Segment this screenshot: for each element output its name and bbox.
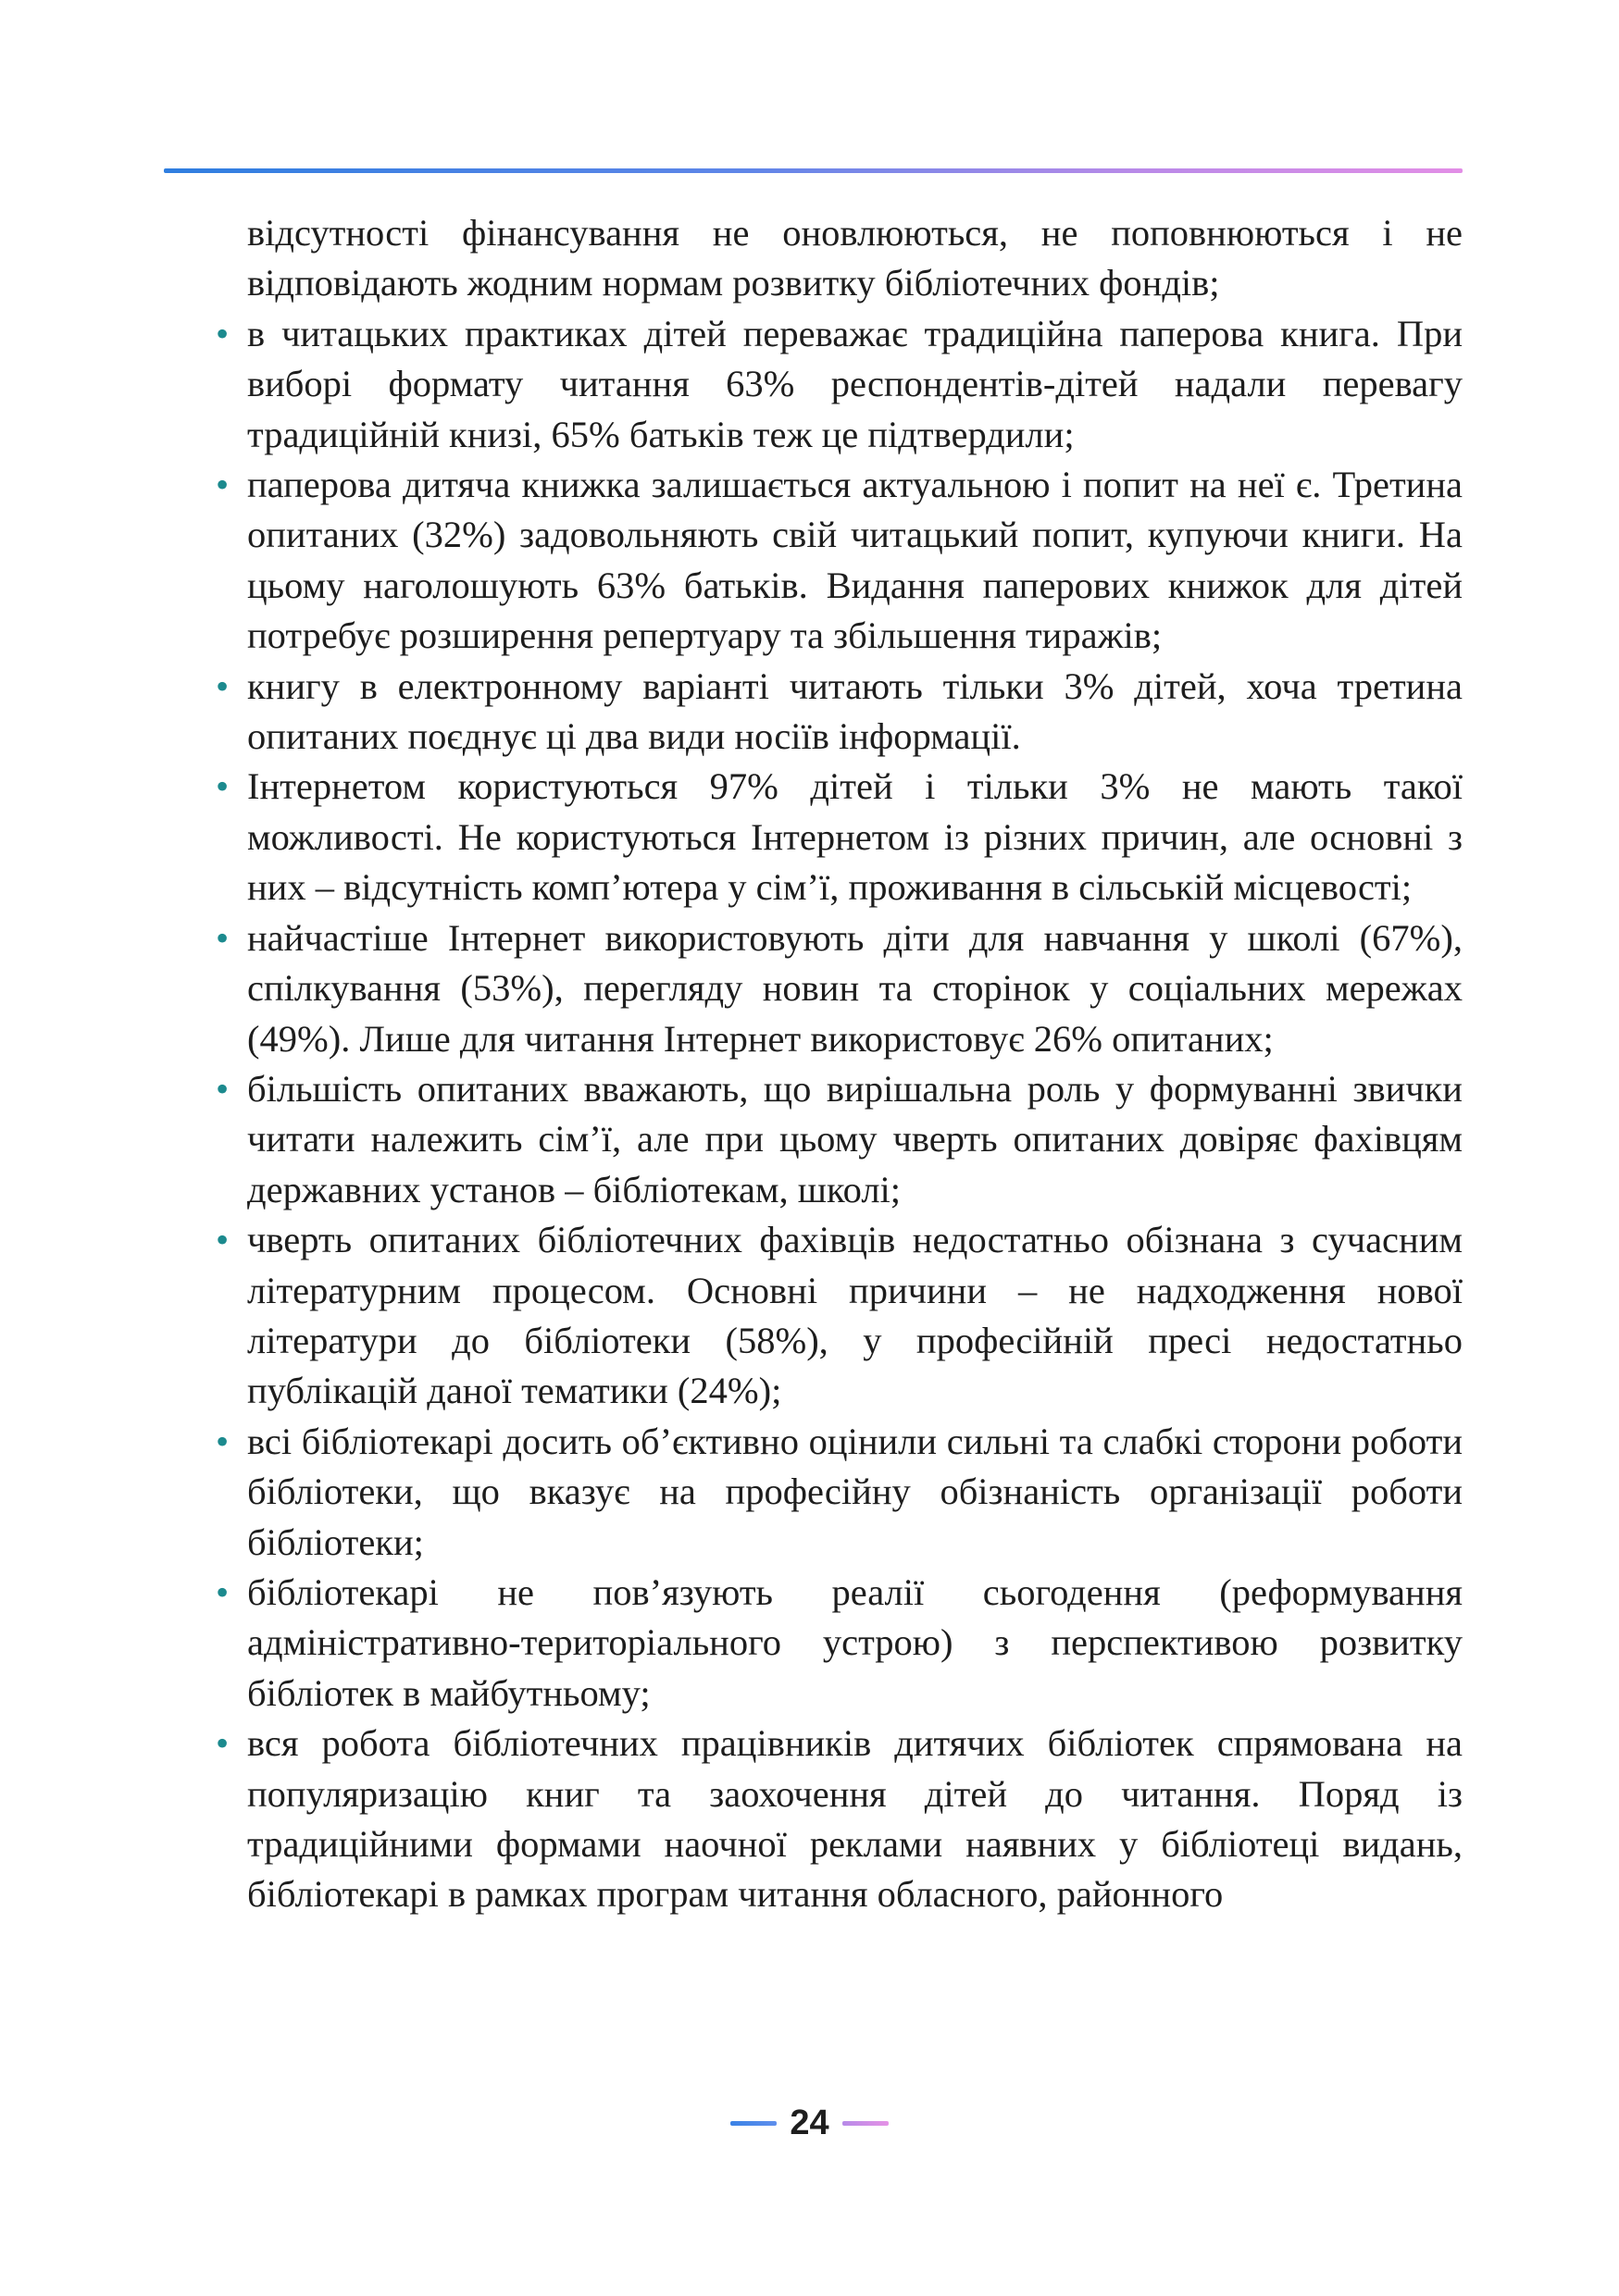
page-body: [216, 208, 1463, 1920]
lead-paragraph: відсутності фінансування не оновлюються, не поповнюються і не відповідають жодним нормам розвитку бібліотечних фондів;: [247, 212, 1463, 304]
list-item: [216, 1719, 1463, 1920]
list-item: [216, 309, 1463, 460]
list-item: [216, 1417, 1463, 1568]
list-item-text: чверть опитаних бібліотечних фахівців недостатньо обізнана з сучасним літературним процесом. Основні причини – не надходження нової літератури до бібліотеки (58%), у професійній пресі недостатньо публікацій даної тематики (24%);: [247, 1219, 1463, 1412]
bullet-icon: •: [216, 1219, 230, 1261]
bullet-icon: •: [216, 464, 230, 506]
list-item-text: в читацьких практиках дітей переважає традиційна паперова книга. При виборі формату читання 63% респондентів-дітей надали перевагу традиційній книзі, 65% батьків теж це підтвердили;: [247, 312, 1463, 455]
list-item-text: всі бібліотекарі досить об’єктивно оцінили сильні та слабкі сторони роботи бібліотеки, що вказує на професійну обізнаність організації роботи бібліотеки;: [247, 1420, 1463, 1563]
list-item: [216, 662, 1463, 763]
list-item: [216, 762, 1463, 912]
bullet-icon: •: [216, 1420, 230, 1462]
list-item-text: книгу в електронному варіанті читають тільки 3% дітей, хоча третина опитаних поєднує ці два види носіїв інформації.: [247, 664, 1463, 758]
list-item: [216, 1215, 1463, 1417]
bullet-icon: •: [216, 664, 230, 707]
list-item: [216, 913, 1463, 1064]
list-item-text: Інтернетом користуються 97% дітей і тільки 3% не мають такої можливості. Не користуються Інтернетом із різних причин, але основні з них – відсутність комп’ютера у сім’ї, проживання в сільській місцевості;: [247, 765, 1463, 909]
bullet-icon: •: [216, 1722, 230, 1765]
footer-dash-right: [842, 2121, 889, 2126]
list-item-text: бібліотекарі не пов’язують реалії сьогодення (реформування адміністративно-територіального устрою) з перспективою розвитку бібліотек в майбутньому;: [247, 1570, 1463, 1714]
list-item-text: більшість опитаних вважають, що вирішальна роль у формуванні звички читати належить сім’ї, але при цьому чверть опитаних довіряє фахівцям державних установ – бібліотекам, школі;: [247, 1067, 1463, 1210]
bullet-icon: •: [216, 312, 230, 354]
page-number: 24: [790, 2104, 829, 2142]
bullet-icon: •: [216, 1570, 230, 1613]
list-item: [216, 460, 1463, 662]
bullet-icon: •: [216, 916, 230, 959]
list-item-text: найчастіше Інтернет використовують діти для навчання у школі (67%), спілкування (53%), перегляду новин та сторінок у соціальних мережах (49%). Лише для читання Інтернет використовує 26% опитаних;: [247, 916, 1463, 1060]
list-item-text: вся робота бібліотечних працівників дитячих бібліотек спрямована на популяризацію книг та заохочення дітей до читання. Поряд із традиційними формами наочної реклами наявних у бібліотеці видань, бібліотекарі в рамках програм читання обласного, районного: [247, 1722, 1463, 1916]
list-item: [216, 1568, 1463, 1719]
bullet-icon: •: [216, 765, 230, 808]
list-item: [216, 1064, 1463, 1215]
page-footer: [0, 2103, 1619, 2143]
footer-dash-left: [730, 2121, 777, 2126]
header-rule: [164, 168, 1463, 173]
bullet-icon: •: [216, 1067, 230, 1110]
list-item-text: паперова дитяча книжка залишається актуальною і попит на неї є. Третина опитаних (32%) задовольняють свій читацький попит, купуючи книги. На цьому наголошують 63% батьків. Видання паперових книжок для дітей потребує розширення репертуару та збільшення тиражів;: [247, 464, 1463, 657]
